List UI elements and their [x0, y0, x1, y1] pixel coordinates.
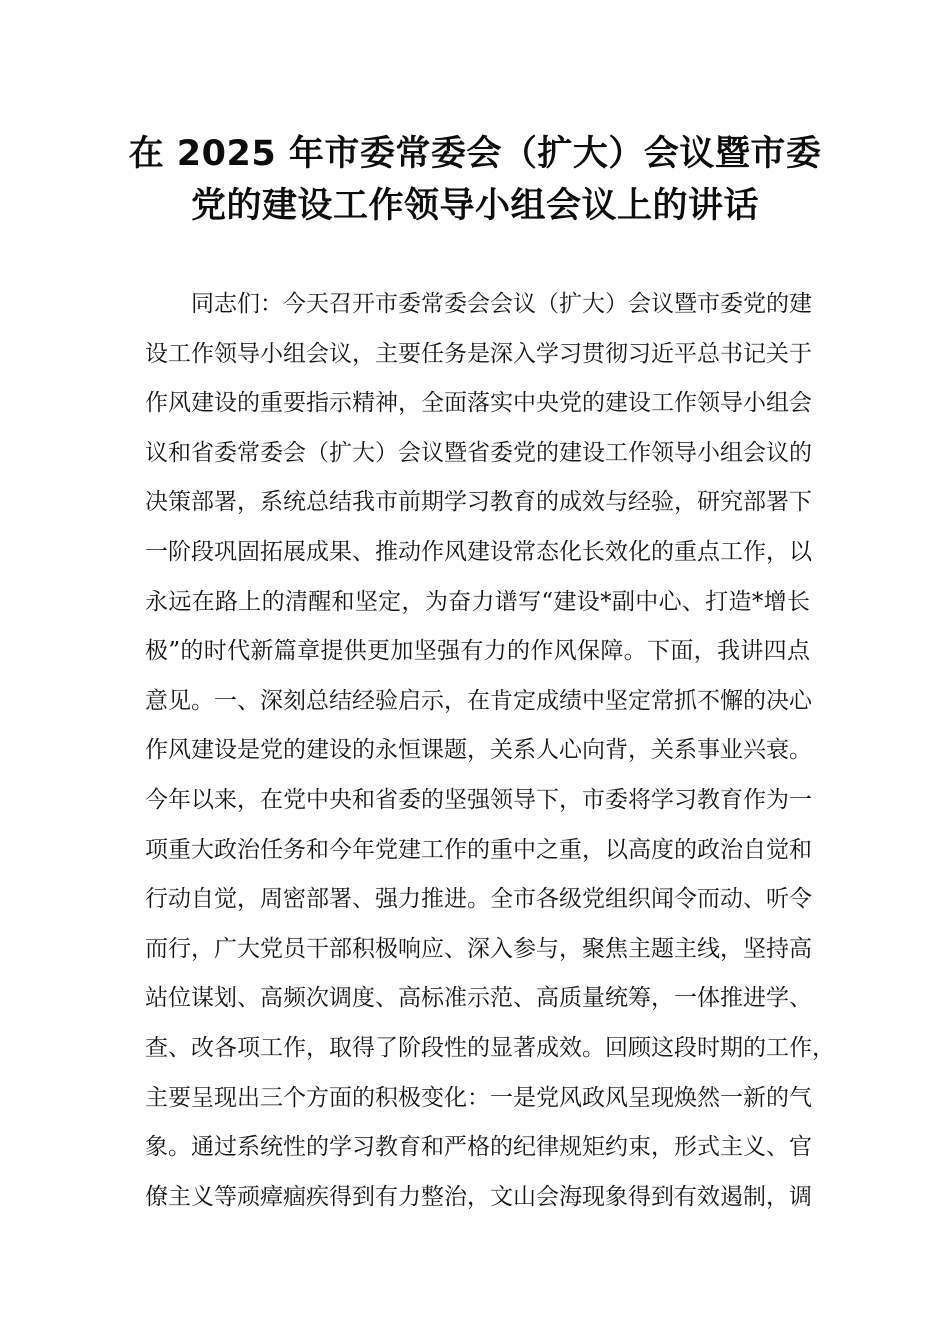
- body-line-5: 决策部署，系统总结我市前期学习教育的成效与经验，研究部署下: [145, 489, 812, 516]
- body-line-11: 今年以来，在党中央和省委的坚强领导下，市委将学习教育作为一: [145, 786, 812, 813]
- body-line-7: 永远在路上的清醒和坚定，为奋力谱写“建设*副中心、打造*增长: [145, 588, 810, 615]
- body-line-18: 象。通过系统性的学习教育和严格的纪律规矩约束，形式主义、官: [145, 1134, 812, 1161]
- body-line-8: 极”的时代新篇章提供更加坚强有力的作风保障。下面，我讲四点: [145, 638, 810, 665]
- body-line-16: 查、改各项工作，取得了阶段性的显著成效。回顾这段时期的工作，: [145, 1034, 835, 1061]
- body-line-4: 议和省委常委会（扩大）会议暨省委党的建设工作领导小组会议的: [145, 439, 812, 466]
- body-line-10: 作风建设是党的建设的永恒课题，关系人心向背，关系事业兴衰。: [145, 737, 812, 764]
- body-line-12: 项重大政治任务和今年党建工作的重中之重，以高度的政治自觉和: [145, 836, 812, 863]
- body-line-3: 作风建设的重要指示精神，全面落实中央党的建设工作领导小组会: [145, 390, 812, 417]
- body-line-15: 站位谋划、高频次调度、高标准示范、高质量统筹，一体推进学、: [145, 985, 812, 1012]
- body-line-1: 同志们：今天召开市委常委会会议（扩大）会议暨市委党的建: [191, 291, 812, 317]
- document-body: [145, 280, 835, 1222]
- document-title: [120, 128, 830, 232]
- body-line-19: 僚主义等顽瘴痼疾得到有力整治，文山会海现象得到有效遏制，调: [145, 1183, 812, 1210]
- title-line-1: 在 2025 年市委常委会（扩大）会议暨市委: [128, 134, 822, 174]
- body-line-13: 行动自觉，周密部署、强力推进。全市各级党组织闻令而动、听令: [145, 886, 812, 913]
- body-line-17: 主要呈现出三个方面的积极变化：一是党风政风呈现焕然一新的气: [145, 1084, 812, 1111]
- body-line-9: 意见。一、深刻总结经验启示，在肯定成绩中坚定常抓不懈的决心: [145, 687, 812, 714]
- title-line-2: 党的建设工作领导小组会议上的讲话: [190, 186, 759, 226]
- body-line-2: 设工作领导小组会议，主要任务是深入学习贯彻习近平总书记关于: [145, 340, 812, 367]
- body-line-14: 而行，广大党员干部积极响应、深入参与，聚焦主题主线，坚持高: [145, 935, 812, 962]
- body-line-6: 一阶段巩固拓展成果、推动作风建设常态化长效化的重点工作，以: [145, 538, 812, 565]
